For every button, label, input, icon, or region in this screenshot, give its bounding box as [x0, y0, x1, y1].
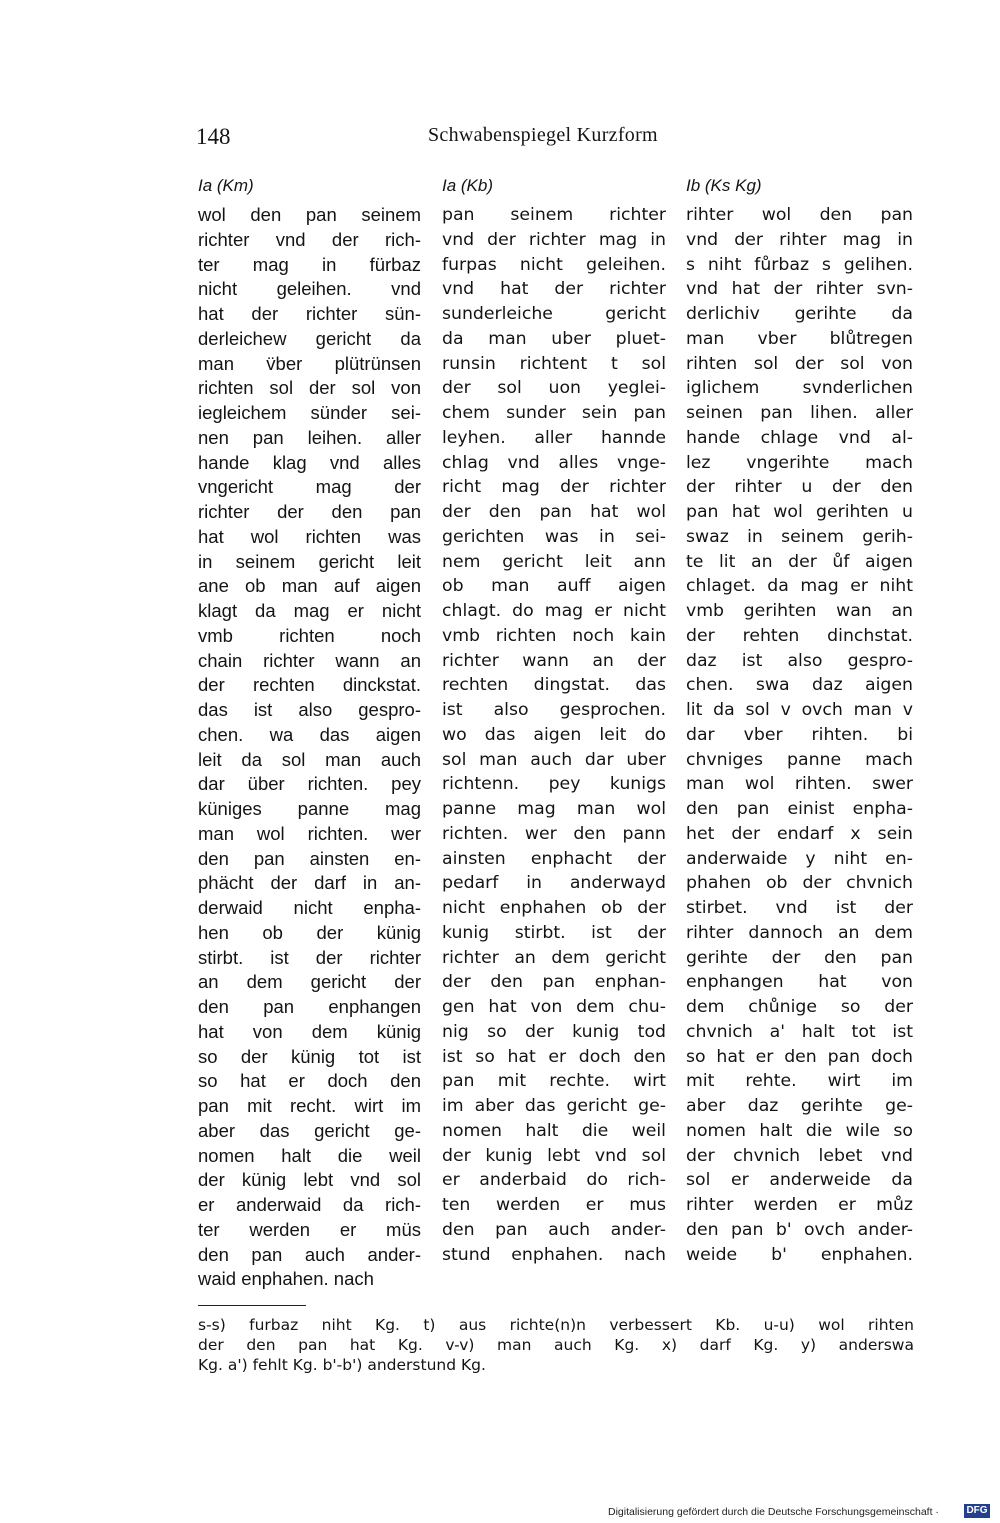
text-line: der rechten dinckstat. — [198, 674, 421, 696]
text-line: ter mag in fürbaz — [198, 253, 421, 275]
text-line: hen ob der künig — [198, 921, 421, 943]
text-line: da man uber pluet- — [442, 328, 666, 349]
text-line: phahen ob der chvnich — [686, 873, 913, 894]
text-line: stirbt. ist der richter — [198, 946, 421, 968]
text-line: stund enphahen. nach — [442, 1244, 666, 1265]
text-line: ten werden er mus — [442, 1195, 666, 1215]
running-title: Schwabenspiegel Kurzform — [428, 124, 658, 146]
text-line: waid enphahen. nach — [198, 1268, 374, 1290]
text-line: den pan ainsten en- — [198, 847, 421, 869]
text-line: sol er anderweide da — [686, 1170, 913, 1191]
text-line: pan mit recht. wirt im — [198, 1095, 421, 1116]
dfg-logo: DFG — [964, 1504, 990, 1518]
text-line: nomen halt die weil — [442, 1120, 666, 1141]
text-line: richter der den pan — [198, 501, 421, 522]
text-line: rihter dannoch an dem — [686, 922, 913, 943]
text-line: chvniges panne mach — [686, 749, 913, 770]
text-line: gerihte der den pan — [686, 947, 913, 968]
text-line: hande klag vnd alles — [198, 451, 421, 473]
text-line: phächt der darf in an- — [198, 872, 421, 894]
text-line: der chvnich lebet vnd — [686, 1145, 913, 1166]
text-line: ob man auff aigen — [442, 576, 666, 597]
text-line: man wol richten. wer — [198, 822, 421, 844]
text-line: chen. swa daz aigen — [686, 675, 913, 696]
text-line: vnd der richter mag in — [442, 229, 666, 250]
text-line: s niht fůrbaz s gelihen. — [686, 254, 913, 275]
text-line: kunig stirbt. ist der — [442, 922, 666, 943]
column-heading-km: Ia (Km) — [198, 176, 254, 195]
text-line: derlichiv gerihte da — [686, 304, 913, 324]
text-line: richten sol der sol von — [198, 377, 421, 399]
text-line: so hat er doch den — [198, 1070, 421, 1092]
text-line: dem chůnige so der — [686, 997, 913, 1017]
text-line: dar über richten. pey — [198, 773, 421, 795]
text-column-kb — [442, 203, 666, 1267]
footnotes — [198, 1315, 914, 1375]
footnote-line: s-s) furbaz niht Kg. t) aus richte(n)n verbessert Kb. u-u) wol rihten — [198, 1316, 914, 1334]
footnote-line: Kg. a') fehlt Kg. b'-b') anderstund Kg. — [198, 1356, 486, 1374]
text-line: klagt da mag er nicht — [198, 600, 421, 621]
text-line: man vber blůtregen — [686, 328, 913, 349]
text-line: runsin richtent t sol — [442, 353, 666, 374]
text-line: dar vber rihten. bi — [686, 724, 913, 745]
text-line: panne mag man wol — [442, 799, 666, 819]
text-line: ter werden er müs — [198, 1218, 421, 1240]
text-line: daz ist also gespro- — [686, 650, 913, 671]
text-line: richt mag der richter — [442, 477, 666, 498]
digitization-note: Digitalisierung gefördert durch die Deutsche Forschungsgemeinschaft · — [608, 1506, 939, 1518]
text-line: het der endarf x sein — [686, 823, 913, 844]
text-line: ainsten enphacht der — [442, 848, 666, 869]
text-line: rihten sol der sol von — [686, 353, 913, 374]
text-line: hande chlage vnd al- — [686, 427, 913, 448]
text-line: man wol rihten. swer — [686, 774, 913, 795]
text-line: der den pan hat wol — [442, 502, 666, 522]
text-line: sol man auch dar uber — [442, 749, 666, 770]
text-line: richter an dem gericht — [442, 947, 666, 968]
text-line: chain richter wann an — [198, 649, 421, 671]
text-line: hat von dem künig — [198, 1020, 421, 1042]
text-line: der den pan enphan- — [442, 972, 666, 993]
text-line: ist also gesprochen. — [442, 700, 666, 720]
text-line: nomen halt die wile so — [686, 1120, 913, 1141]
text-line: chlaget. da mag er niht — [686, 576, 913, 597]
text-line: weide b' enphahen. — [686, 1244, 913, 1265]
text-line: iegleichem sünder sei- — [198, 402, 421, 423]
text-line: wo das aigen leit do — [442, 724, 666, 745]
text-line: im aber das gericht ge- — [442, 1096, 666, 1116]
text-line: pedarf in anderwayd — [442, 873, 666, 894]
text-line: chlag vnd alles vnge- — [442, 452, 666, 473]
text-line: ane ob man auf aigen — [198, 575, 421, 597]
text-line: ist so hat er doch den — [442, 1046, 666, 1067]
text-line: aber daz gerihte ge- — [686, 1096, 913, 1116]
text-line: den pan einist enpha- — [686, 799, 913, 819]
text-line: küniges panne mag — [198, 798, 421, 819]
text-line: lez vngerihte mach — [686, 452, 913, 473]
text-line: hat der richter sün- — [198, 303, 421, 324]
text-line: wol den pan seinem — [198, 204, 421, 225]
text-line: nicht geleihen. vnd — [198, 278, 421, 300]
text-line: richtenn. pey kunigs — [442, 774, 666, 795]
text-line: seinen pan lihen. aller — [686, 403, 913, 423]
text-line: den pan auch ander- — [198, 1243, 421, 1265]
text-line: lit da sol v ovch man v — [686, 700, 913, 720]
text-line: nomen halt die weil — [198, 1144, 421, 1166]
text-line: er anderbaid do rich- — [442, 1170, 666, 1191]
text-line: te lit an der ůf aigen — [686, 551, 913, 572]
text-line: enphangen hat von — [686, 972, 913, 993]
text-line: stirbet. vnd ist der — [686, 898, 913, 918]
text-line: sunderleiche gericht — [442, 304, 666, 324]
text-line: pan hat wol gerihten u — [686, 502, 913, 522]
text-line: richter vnd der rich- — [198, 228, 421, 250]
text-line: chlagt. do mag er nicht — [442, 601, 666, 621]
text-line: rihter wol den pan — [686, 205, 913, 225]
text-line: mit rehte. wirt im — [686, 1071, 913, 1092]
text-line: gerichten was in sei- — [442, 526, 666, 547]
text-line: vnd hat der richter — [442, 279, 666, 300]
text-line: der rehten dinchstat. — [686, 625, 913, 646]
text-line: rihter werden er můz — [686, 1195, 913, 1215]
footnote-line: der den pan hat Kg. v-v) man auch Kg. x) darf Kg. y) anderswa — [198, 1336, 914, 1354]
text-line: nem gericht leit ann — [442, 551, 666, 572]
text-line: den pan b' ovch ander- — [686, 1219, 913, 1240]
text-line: an dem gericht der — [198, 971, 421, 993]
text-line: swaz in seinem gerih- — [686, 526, 913, 547]
text-line: pan mit rechte. wirt — [442, 1071, 666, 1092]
text-line: so hat er den pan doch — [686, 1046, 913, 1067]
text-line: chem sunder sein pan — [442, 403, 666, 423]
text-line: chvnich a' halt tot ist — [686, 1021, 913, 1042]
text-line: iglichem svnderlichen — [686, 378, 913, 399]
text-line: richter wann an der — [442, 650, 666, 671]
text-line: vmb gerihten wan an — [686, 601, 913, 621]
text-line: aber das gericht ge- — [198, 1119, 421, 1141]
text-line: vnd der rihter mag in — [686, 229, 913, 250]
text-line: nen pan leihen. aller — [198, 426, 421, 448]
text-line: furpas nicht geleihen. — [442, 254, 666, 275]
text-line: nig so der kunig tod — [442, 1021, 666, 1042]
text-line: derleichew gericht da — [198, 327, 421, 349]
text-line: den pan enphangen — [198, 996, 421, 1017]
text-column-ks-kg — [686, 203, 913, 1267]
text-line: hat wol richten was — [198, 525, 421, 547]
text-line: gen hat von dem chu- — [442, 997, 666, 1017]
text-line: leyhen. aller hannde — [442, 427, 666, 448]
page-number: 148 — [196, 124, 231, 149]
text-line: der künig lebt vnd sol — [198, 1169, 421, 1191]
text-line: so der künig tot ist — [198, 1045, 421, 1067]
text-line: der sol uon yeglei- — [442, 378, 666, 399]
text-line: richten. wer den pann — [442, 823, 666, 844]
text-line: chen. wa das aigen — [198, 723, 421, 745]
text-line: nicht enphahen ob der — [442, 898, 666, 918]
text-line: der rihter u der den — [686, 477, 913, 498]
text-line: vmb richten noch kain — [442, 625, 666, 646]
text-line: vngericht mag der — [198, 476, 421, 498]
text-line: anderwaide y niht en- — [686, 848, 913, 869]
text-line: den pan auch ander- — [442, 1219, 666, 1240]
column-heading-kb: Ia (Kb) — [442, 176, 494, 195]
footnote-divider — [198, 1305, 306, 1306]
text-line: das ist also gespro- — [198, 699, 421, 720]
text-line: vnd hat der rihter svn- — [686, 279, 913, 300]
text-line: pan seinem richter — [442, 205, 666, 225]
text-line: leit da sol man auch — [198, 748, 421, 770]
text-column-km — [198, 203, 421, 1292]
text-line: derwaid nicht enpha- — [198, 897, 421, 918]
text-line: der kunig lebt vnd sol — [442, 1145, 666, 1166]
text-line: in seinem gericht leit — [198, 550, 421, 572]
text-line: rechten dingstat. das — [442, 675, 666, 696]
text-line: vmb richten noch — [198, 624, 421, 646]
text-line: man v̈ber plütrünsen — [198, 352, 421, 374]
text-line: er anderwaid da rich- — [198, 1194, 421, 1215]
column-heading-ks-kg: Ib (Ks Kg) — [686, 176, 762, 195]
